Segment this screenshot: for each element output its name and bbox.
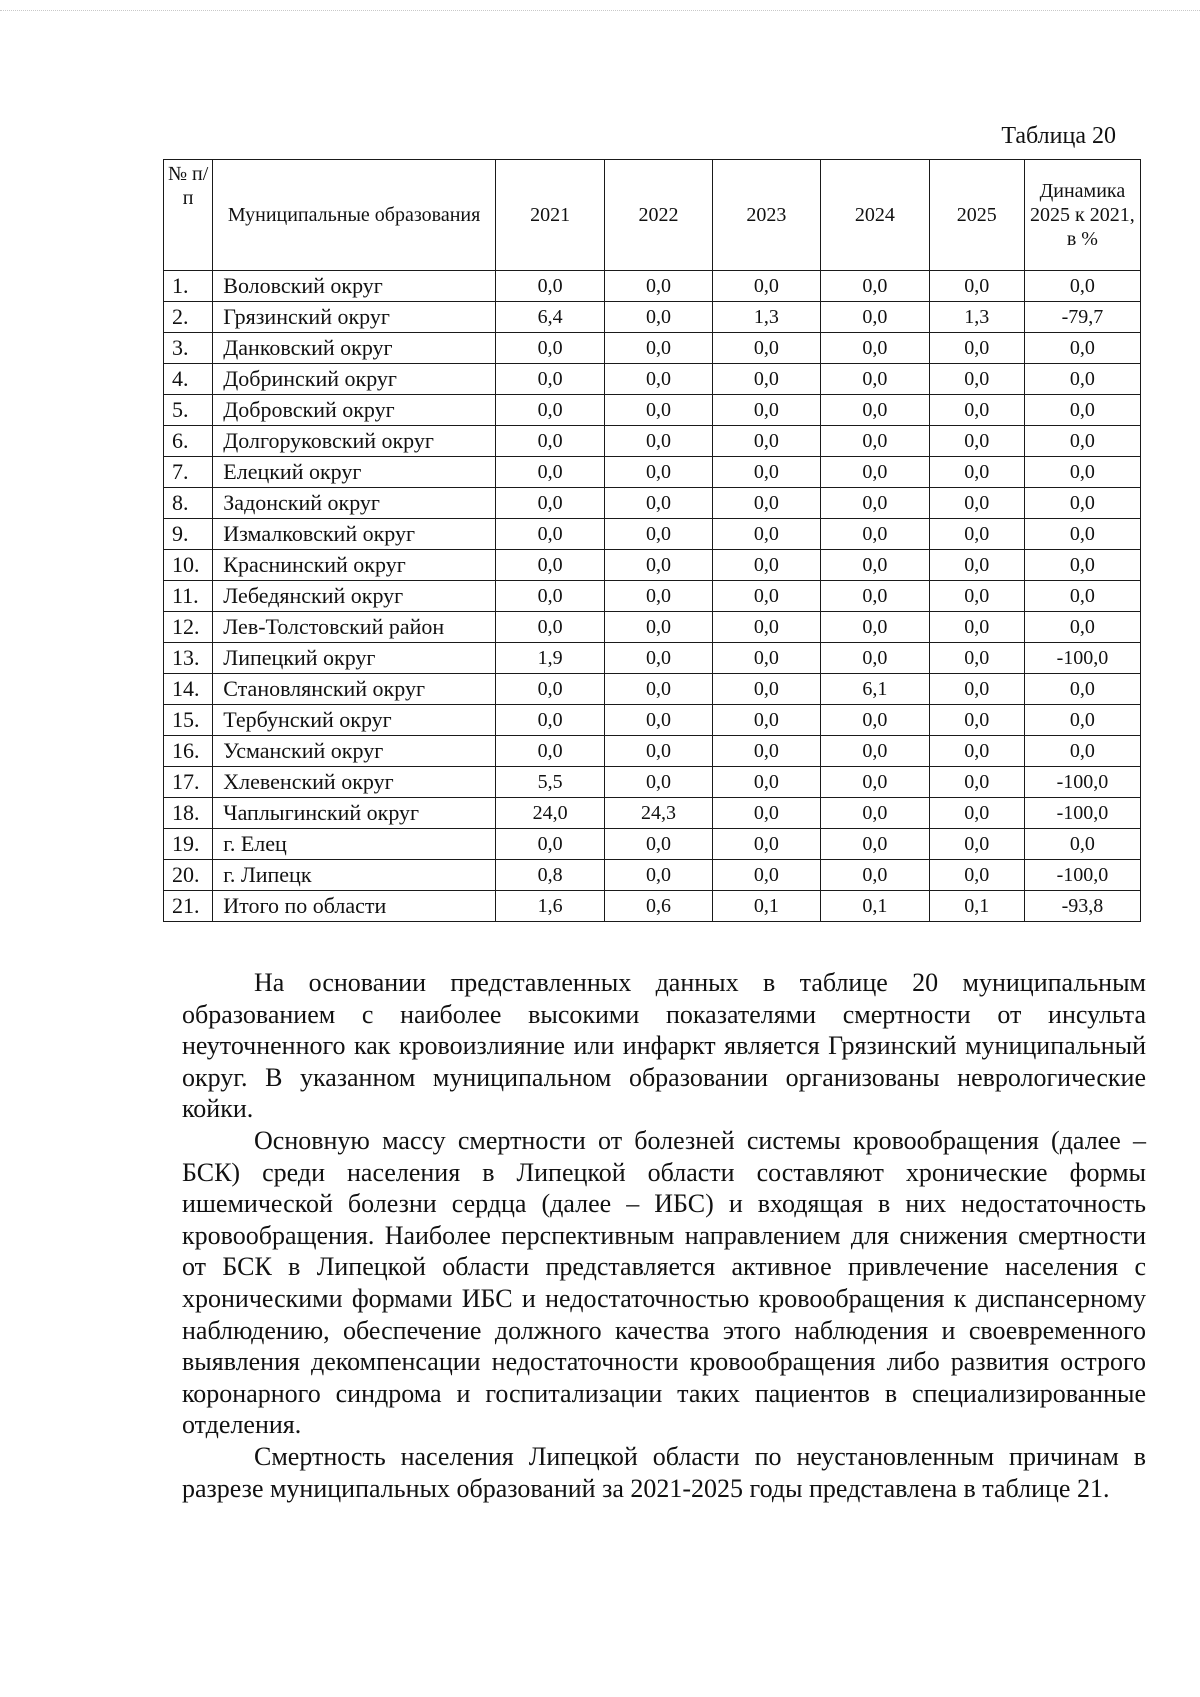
cell-number: 4. bbox=[164, 364, 213, 395]
header-2023: 2023 bbox=[712, 160, 820, 271]
cell-dynamics: 0,0 bbox=[1024, 426, 1140, 457]
table-row bbox=[164, 705, 1141, 736]
table-caption: Таблица 20 bbox=[1001, 123, 1116, 149]
cell-municipality: г. Липецк bbox=[213, 860, 496, 891]
cell-2021: 24,0 bbox=[495, 798, 605, 829]
header-2021: 2021 bbox=[495, 160, 605, 271]
cell-number: 2. bbox=[164, 302, 213, 333]
cell-municipality: Долгоруковский округ bbox=[213, 426, 496, 457]
cell-2022: 0,0 bbox=[605, 581, 712, 612]
cell-number: 5. bbox=[164, 395, 213, 426]
cell-2024: 0,0 bbox=[821, 457, 929, 488]
cell-2022: 0,0 bbox=[605, 457, 712, 488]
cell-dynamics: 0,0 bbox=[1024, 364, 1140, 395]
cell-2024: 0,0 bbox=[821, 426, 929, 457]
cell-2025: 0,0 bbox=[929, 829, 1024, 860]
cell-2021: 0,0 bbox=[495, 271, 605, 302]
table-row bbox=[164, 860, 1141, 891]
cell-2023: 0,0 bbox=[712, 581, 820, 612]
table-row bbox=[164, 829, 1141, 860]
cell-municipality: Лев-Толстовский район bbox=[213, 612, 496, 643]
cell-2023: 0,0 bbox=[712, 364, 820, 395]
cell-dynamics: -100,0 bbox=[1024, 767, 1140, 798]
cell-2024: 0,0 bbox=[821, 488, 929, 519]
cell-2022: 0,0 bbox=[605, 426, 712, 457]
cell-municipality: Лебедянский округ bbox=[213, 581, 496, 612]
cell-2025: 0,0 bbox=[929, 736, 1024, 767]
cell-municipality: Грязинский округ bbox=[213, 302, 496, 333]
cell-dynamics: 0,0 bbox=[1024, 271, 1140, 302]
cell-2022: 0,0 bbox=[605, 767, 712, 798]
cell-number: 12. bbox=[164, 612, 213, 643]
cell-2024: 0,0 bbox=[821, 798, 929, 829]
cell-2025: 0,0 bbox=[929, 488, 1024, 519]
cell-2022: 0,0 bbox=[605, 488, 712, 519]
cell-number: 20. bbox=[164, 860, 213, 891]
cell-2025: 0,0 bbox=[929, 550, 1024, 581]
cell-dynamics: 0,0 bbox=[1024, 581, 1140, 612]
table-row bbox=[164, 674, 1141, 705]
cell-municipality: Становлянский округ bbox=[213, 674, 496, 705]
cell-2023: 0,1 bbox=[712, 891, 820, 922]
cell-dynamics: 0,0 bbox=[1024, 674, 1140, 705]
table-row bbox=[164, 550, 1141, 581]
cell-number: 9. bbox=[164, 519, 213, 550]
cell-2025: 0,0 bbox=[929, 674, 1024, 705]
table-body bbox=[164, 271, 1141, 922]
cell-municipality: Задонский округ bbox=[213, 488, 496, 519]
cell-2022: 0,0 bbox=[605, 271, 712, 302]
cell-dynamics: 0,0 bbox=[1024, 736, 1140, 767]
cell-2021: 0,8 bbox=[495, 860, 605, 891]
paragraph: На основании представленных данных в таблице 20 муниципальным образованием с наиболее высокими показателями смертности от инсульта неуточненного как кровоизлияние или инфаркт является Грязинский муниципальный округ. В указанном муниципальном образовании организованы неврологические койки. bbox=[182, 968, 1146, 1124]
cell-number: 7. bbox=[164, 457, 213, 488]
cell-2022: 0,0 bbox=[605, 674, 712, 705]
cell-2021: 0,0 bbox=[495, 488, 605, 519]
cell-2024: 0,0 bbox=[821, 736, 929, 767]
cell-2024: 0,0 bbox=[821, 581, 929, 612]
cell-2022: 24,3 bbox=[605, 798, 712, 829]
cell-2022: 0,0 bbox=[605, 829, 712, 860]
cell-number: 15. bbox=[164, 705, 213, 736]
cell-2024: 0,0 bbox=[821, 705, 929, 736]
cell-municipality: Тербунский округ bbox=[213, 705, 496, 736]
cell-dynamics: 0,0 bbox=[1024, 705, 1140, 736]
cell-2021: 0,0 bbox=[495, 457, 605, 488]
cell-dynamics: 0,0 bbox=[1024, 457, 1140, 488]
cell-dynamics: -93,8 bbox=[1024, 891, 1140, 922]
cell-2023: 0,0 bbox=[712, 333, 820, 364]
cell-municipality: Добровский округ bbox=[213, 395, 496, 426]
cell-2021: 0,0 bbox=[495, 395, 605, 426]
cell-2021: 5,5 bbox=[495, 767, 605, 798]
table-row bbox=[164, 798, 1141, 829]
cell-number: 3. bbox=[164, 333, 213, 364]
header-number: № п/п bbox=[164, 160, 213, 271]
cell-2023: 0,0 bbox=[712, 798, 820, 829]
table-row bbox=[164, 271, 1141, 302]
cell-2021: 0,0 bbox=[495, 364, 605, 395]
cell-2022: 0,6 bbox=[605, 891, 712, 922]
cell-2023: 0,0 bbox=[712, 457, 820, 488]
cell-2021: 0,0 bbox=[495, 829, 605, 860]
cell-2023: 1,3 bbox=[712, 302, 820, 333]
cell-dynamics: -100,0 bbox=[1024, 798, 1140, 829]
table-row bbox=[164, 333, 1141, 364]
cell-dynamics: 0,0 bbox=[1024, 829, 1140, 860]
cell-2024: 0,0 bbox=[821, 364, 929, 395]
cell-2024: 0,0 bbox=[821, 302, 929, 333]
table-row bbox=[164, 395, 1141, 426]
header-2024: 2024 bbox=[821, 160, 929, 271]
cell-2023: 0,0 bbox=[712, 550, 820, 581]
cell-2022: 0,0 bbox=[605, 612, 712, 643]
cell-number: 6. bbox=[164, 426, 213, 457]
mortality-table bbox=[163, 159, 1141, 922]
cell-2023: 0,0 bbox=[712, 860, 820, 891]
cell-number: 13. bbox=[164, 643, 213, 674]
cell-2023: 0,0 bbox=[712, 736, 820, 767]
cell-municipality: Данковский округ bbox=[213, 333, 496, 364]
cell-2025: 0,0 bbox=[929, 364, 1024, 395]
cell-2021: 0,0 bbox=[495, 612, 605, 643]
cell-2025: 0,0 bbox=[929, 767, 1024, 798]
cell-2024: 0,0 bbox=[821, 519, 929, 550]
table-row bbox=[164, 426, 1141, 457]
cell-2021: 0,0 bbox=[495, 736, 605, 767]
cell-2025: 0,0 bbox=[929, 519, 1024, 550]
cell-2021: 0,0 bbox=[495, 426, 605, 457]
cell-2023: 0,0 bbox=[712, 519, 820, 550]
table-row bbox=[164, 581, 1141, 612]
cell-2025: 0,0 bbox=[929, 705, 1024, 736]
header-2022: 2022 bbox=[605, 160, 712, 271]
cell-2022: 0,0 bbox=[605, 302, 712, 333]
cell-2021: 0,0 bbox=[495, 705, 605, 736]
cell-2024: 0,1 bbox=[821, 891, 929, 922]
cell-2023: 0,0 bbox=[712, 829, 820, 860]
cell-number: 17. bbox=[164, 767, 213, 798]
cell-dynamics: -100,0 bbox=[1024, 643, 1140, 674]
table-row bbox=[164, 612, 1141, 643]
table-row bbox=[164, 519, 1141, 550]
cell-2023: 0,0 bbox=[712, 612, 820, 643]
table-header-row bbox=[164, 160, 1141, 271]
cell-dynamics: 0,0 bbox=[1024, 488, 1140, 519]
cell-2025: 0,0 bbox=[929, 457, 1024, 488]
table-row bbox=[164, 457, 1141, 488]
cell-2022: 0,0 bbox=[605, 519, 712, 550]
paragraph: Смертность населения Липецкой области по неустановленным причинам в разрезе муниципальных образований за 2021-2025 годы представлена в таблице 21. bbox=[182, 1441, 1146, 1503]
cell-municipality: Липецкий округ bbox=[213, 643, 496, 674]
cell-municipality: Хлевенский округ bbox=[213, 767, 496, 798]
cell-number: 21. bbox=[164, 891, 213, 922]
table-row bbox=[164, 488, 1141, 519]
cell-municipality: Воловский округ bbox=[213, 271, 496, 302]
cell-2022: 0,0 bbox=[605, 550, 712, 581]
cell-municipality: г. Елец bbox=[213, 829, 496, 860]
cell-2025: 0,0 bbox=[929, 860, 1024, 891]
cell-2023: 0,0 bbox=[712, 643, 820, 674]
scan-edge-line bbox=[0, 10, 1200, 11]
cell-dynamics: 0,0 bbox=[1024, 395, 1140, 426]
cell-2022: 0,0 bbox=[605, 705, 712, 736]
cell-2022: 0,0 bbox=[605, 333, 712, 364]
cell-2023: 0,0 bbox=[712, 271, 820, 302]
cell-2021: 0,0 bbox=[495, 581, 605, 612]
cell-dynamics: 0,0 bbox=[1024, 612, 1140, 643]
header-2025: 2025 bbox=[929, 160, 1024, 271]
cell-2024: 0,0 bbox=[821, 271, 929, 302]
cell-dynamics: 0,0 bbox=[1024, 333, 1140, 364]
paragraph: Основную массу смертности от болезней системы кровообращения (далее – БСК) среди населения в Липецкой области составляют хронические формы ишемической болезни сердца (далее – ИБС) и входящая в них недостаточность кровообращения. Наиболее перспективным направлением для снижения смертности от БСК в Липецкой области представляется активное привлечение населения с хроническими формами ИБС и недостаточностью кровообращения к диспансерному наблюдению, обеспечение должного качества этого наблюдения и своевременного выявления декомпенсации недостаточности кровообращения либо развития острого коронарного синдрома и госпитализации таких пациентов в специализированные отделения. bbox=[182, 1125, 1146, 1440]
cell-2025: 0,0 bbox=[929, 333, 1024, 364]
cell-number: 14. bbox=[164, 674, 213, 705]
cell-2025: 0,0 bbox=[929, 643, 1024, 674]
cell-dynamics: 0,0 bbox=[1024, 519, 1140, 550]
cell-2021: 1,9 bbox=[495, 643, 605, 674]
cell-2021: 6,4 bbox=[495, 302, 605, 333]
cell-2024: 0,0 bbox=[821, 395, 929, 426]
cell-2022: 0,0 bbox=[605, 643, 712, 674]
cell-2025: 1,3 bbox=[929, 302, 1024, 333]
table-row bbox=[164, 643, 1141, 674]
cell-2022: 0,0 bbox=[605, 860, 712, 891]
body-text bbox=[182, 967, 1146, 1504]
cell-2025: 0,0 bbox=[929, 798, 1024, 829]
cell-municipality: Чаплыгинский округ bbox=[213, 798, 496, 829]
cell-2024: 0,0 bbox=[821, 612, 929, 643]
cell-number: 16. bbox=[164, 736, 213, 767]
cell-2021: 0,0 bbox=[495, 550, 605, 581]
cell-2023: 0,0 bbox=[712, 426, 820, 457]
cell-2024: 0,0 bbox=[821, 860, 929, 891]
cell-2024: 0,0 bbox=[821, 767, 929, 798]
cell-number: 19. bbox=[164, 829, 213, 860]
cell-2025: 0,0 bbox=[929, 426, 1024, 457]
cell-2025: 0,0 bbox=[929, 271, 1024, 302]
cell-2021: 0,0 bbox=[495, 674, 605, 705]
cell-2024: 0,0 bbox=[821, 333, 929, 364]
cell-number: 18. bbox=[164, 798, 213, 829]
cell-2023: 0,0 bbox=[712, 705, 820, 736]
cell-2025: 0,0 bbox=[929, 612, 1024, 643]
cell-municipality: Итого по области bbox=[213, 891, 496, 922]
table-row bbox=[164, 364, 1141, 395]
cell-2022: 0,0 bbox=[605, 395, 712, 426]
cell-2025: 0,1 bbox=[929, 891, 1024, 922]
cell-2023: 0,0 bbox=[712, 674, 820, 705]
cell-2023: 0,0 bbox=[712, 767, 820, 798]
cell-2025: 0,0 bbox=[929, 395, 1024, 426]
table-row bbox=[164, 891, 1141, 922]
cell-number: 10. bbox=[164, 550, 213, 581]
table-row bbox=[164, 302, 1141, 333]
header-municipality: Муниципальные образования bbox=[213, 160, 496, 271]
cell-number: 11. bbox=[164, 581, 213, 612]
cell-municipality: Краснинский округ bbox=[213, 550, 496, 581]
cell-2024: 6,1 bbox=[821, 674, 929, 705]
cell-number: 8. bbox=[164, 488, 213, 519]
table-row bbox=[164, 736, 1141, 767]
cell-municipality: Елецкий округ bbox=[213, 457, 496, 488]
cell-2021: 1,6 bbox=[495, 891, 605, 922]
cell-municipality: Измалковский округ bbox=[213, 519, 496, 550]
cell-2022: 0,0 bbox=[605, 736, 712, 767]
cell-2024: 0,0 bbox=[821, 643, 929, 674]
cell-2023: 0,0 bbox=[712, 488, 820, 519]
cell-2022: 0,0 bbox=[605, 364, 712, 395]
cell-2023: 0,0 bbox=[712, 395, 820, 426]
cell-number: 1. bbox=[164, 271, 213, 302]
cell-2024: 0,0 bbox=[821, 829, 929, 860]
cell-municipality: Усманский округ bbox=[213, 736, 496, 767]
cell-dynamics: 0,0 bbox=[1024, 550, 1140, 581]
header-dynamics: Динамика 2025 к 2021, в % bbox=[1024, 160, 1140, 271]
cell-municipality: Добринский округ bbox=[213, 364, 496, 395]
cell-dynamics: -100,0 bbox=[1024, 860, 1140, 891]
cell-2021: 0,0 bbox=[495, 519, 605, 550]
table-row bbox=[164, 767, 1141, 798]
cell-2025: 0,0 bbox=[929, 581, 1024, 612]
cell-2021: 0,0 bbox=[495, 333, 605, 364]
cell-2024: 0,0 bbox=[821, 550, 929, 581]
cell-dynamics: -79,7 bbox=[1024, 302, 1140, 333]
